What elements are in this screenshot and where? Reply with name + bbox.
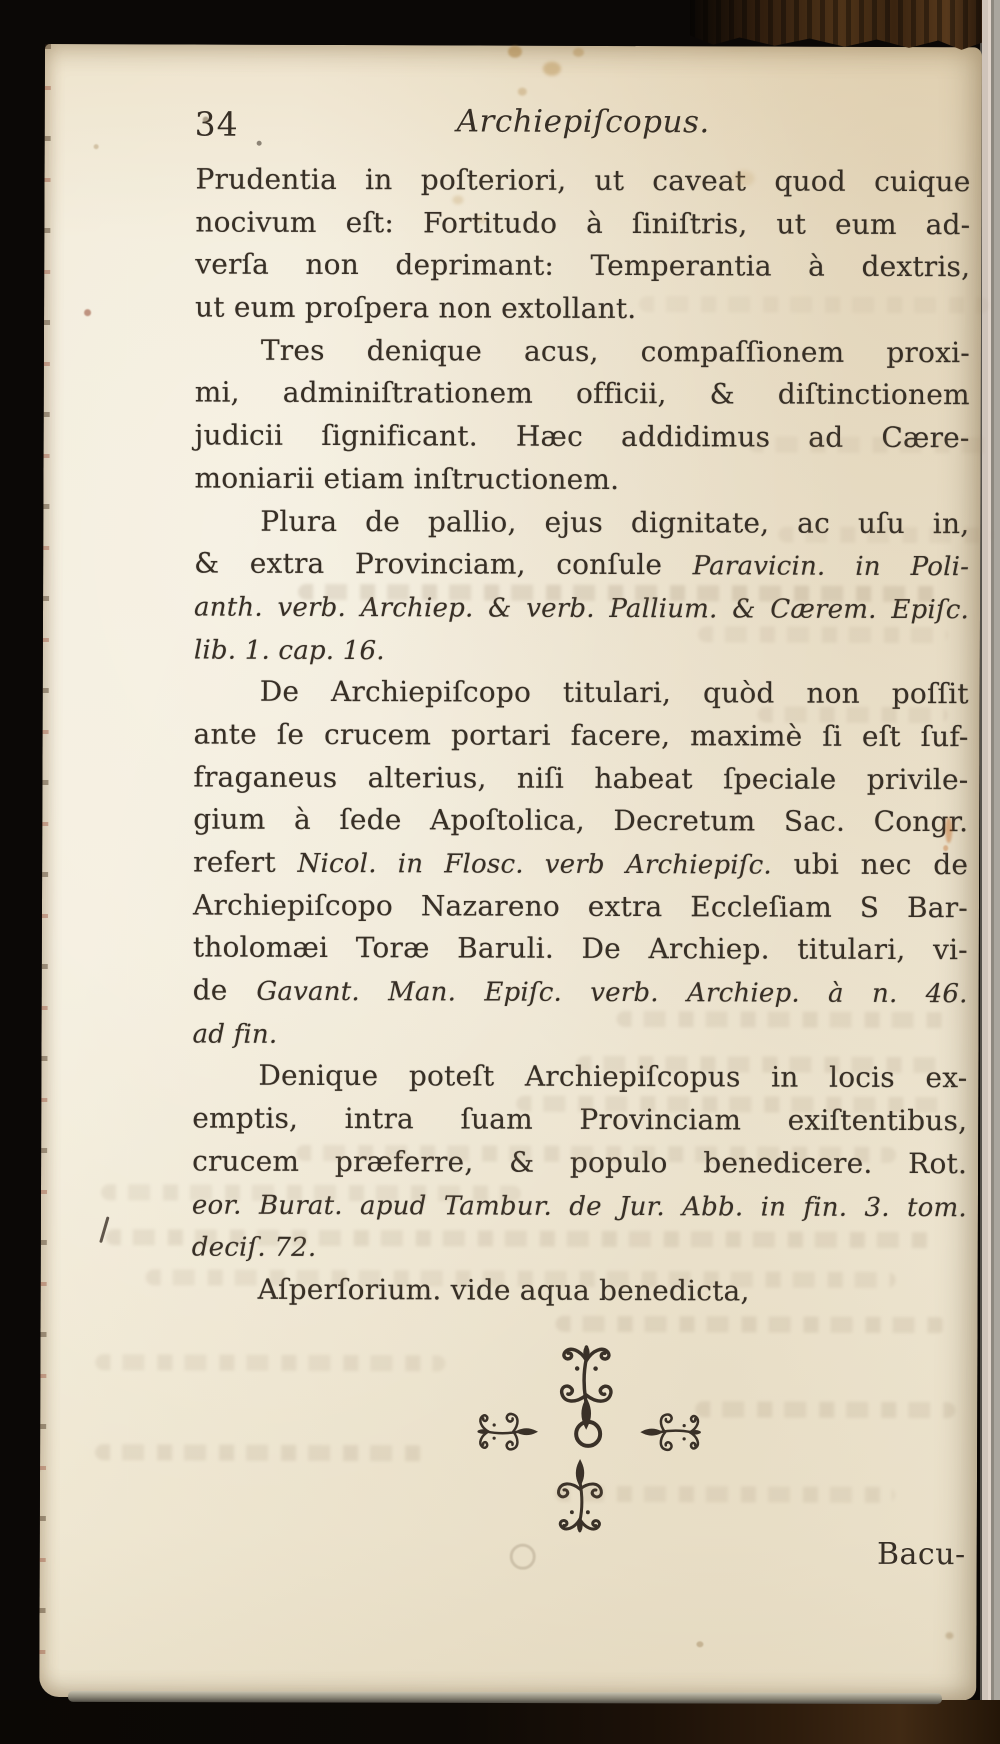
foxing-spot — [696, 1641, 703, 1647]
folio-number: 34 — [194, 104, 239, 144]
text-line: de Gavant. Man. Epiſc. verb. Archiep. à n. 46. — [192, 973, 968, 1010]
text-line: emptis, intra ſuam Provinciam exiſtentibus, — [192, 1101, 968, 1138]
show-through-smudge — [695, 1401, 955, 1418]
foxing-spot — [477, 216, 486, 224]
text-line: & extra Provinciam, conſule Paravicin. in Poli- — [194, 546, 970, 583]
catchword: Bacu- — [876, 1536, 966, 1573]
text-line: ad fin. — [192, 1019, 278, 1050]
text-line: deciſ. 72. — [191, 1232, 317, 1264]
running-header: Archiepiſcopus. — [456, 103, 710, 141]
show-through-smudge — [101, 1184, 521, 1201]
text-line: ut eum proſpera non extollant. — [195, 290, 637, 326]
show-through-smudge — [556, 1316, 946, 1333]
text-line: Aſperſorium. vide aqua benedicta, — [257, 1272, 750, 1308]
text-line: nocivum eſt: Fortitudo à ſiniſtris, ut eum ad- — [195, 205, 971, 241]
text-line: judicii ſignificant. Hæc addidimus ad Cære- — [194, 418, 970, 455]
foxing-spot — [945, 1632, 953, 1639]
page-block-bottom-edge — [68, 1691, 942, 1704]
foxing-spot — [203, 117, 209, 123]
text-line: Prudentia in poſteriori, ut caveat quod cuique — [195, 162, 971, 199]
show-through-smudge — [758, 706, 948, 723]
foxing-spot — [84, 309, 91, 316]
foxing-spot — [452, 195, 463, 204]
foxing-spot — [733, 170, 755, 186]
text-line: eor. Burat. apud Tambur. de Jur. Abb. in fin. 3. tom. — [191, 1190, 967, 1223]
text-line: Denique poteſt Archiepiſcopus in locis ex- — [258, 1059, 968, 1095]
ornament-ring — [574, 1420, 602, 1448]
text-line: verſa non deprimant: Temperantia à dextris, — [195, 247, 971, 284]
show-through-smudge — [95, 1444, 425, 1461]
show-through-smudge — [639, 296, 989, 313]
text-line: De Archiepiſcopo titulari, quòd non poſſit — [259, 675, 969, 711]
text-line: gium à ſede Apoſtolica, Decretum Sac. Congr. — [193, 802, 969, 839]
text-line: lib. 1. cap. 16. — [193, 635, 385, 666]
fleuron-left-icon — [472, 1404, 538, 1458]
foxing-spot — [543, 62, 561, 76]
show-through-smudge — [698, 626, 948, 643]
foxing-spot — [94, 144, 99, 149]
show-through-smudge — [749, 436, 994, 453]
fleuron-top-icon — [555, 1338, 617, 1430]
table-shadow — [0, 1700, 1000, 1744]
deckle-edge-specks — [39, 44, 51, 1697]
show-through-smudge — [106, 1229, 936, 1248]
text-line: mi, adminiſtrationem officii, & diſtinctionem — [194, 375, 970, 412]
foxing-spot — [573, 48, 584, 57]
show-through-smudge — [555, 1486, 895, 1503]
ink-dot — [257, 141, 262, 146]
foxing-spot — [508, 46, 522, 58]
text-line: tholomæi Toræ Baruli. De Archiep. titulari, vi- — [192, 930, 968, 967]
text-line: crucem præferre, & populo benedicere. Rot. — [192, 1144, 968, 1181]
fore-edge-pages-strip — [980, 0, 1000, 1712]
text-line: anth. verb. Archiep. & verb. Pallium. & Cærem. Epiſc. — [193, 592, 970, 626]
show-through-smudge — [576, 1056, 946, 1073]
text-line: refert Nicol. in Flosc. verb Archiepiſc. ubi nec de — [193, 845, 969, 882]
text-line: fraganeus alterius, niſi habeat ſpeciale privile- — [193, 760, 969, 796]
show-through-smudge — [516, 1096, 946, 1114]
show-through-smudge — [95, 1354, 445, 1371]
foxing-spot — [945, 817, 952, 843]
text-line: moniarii etiam inſtructionem. — [194, 461, 620, 496]
foxing-spot — [943, 845, 948, 851]
book-page — [39, 44, 982, 1700]
text-line: Plura de pallio, ejus dignitate, ac uſu in, — [260, 504, 970, 540]
show-through-smudge — [146, 1269, 896, 1288]
show-through-smudge — [778, 527, 993, 544]
leather-binding-edge — [690, 0, 982, 52]
show-through-smudge — [617, 1011, 947, 1028]
show-through-smudge — [296, 1145, 896, 1163]
text-line: Archiepiſcopo Nazareno extra Eccleſiam S Bar- — [192, 888, 969, 924]
text-line: ante ſe crucem portari facere, maximè ſi eſt ſuf- — [193, 717, 969, 754]
show-through-smudge — [298, 584, 943, 602]
text-line: Tres denique acus, compaſſionem proxi- — [260, 333, 970, 369]
body-text — [192, 159, 971, 1314]
foxing-spot — [518, 88, 527, 96]
